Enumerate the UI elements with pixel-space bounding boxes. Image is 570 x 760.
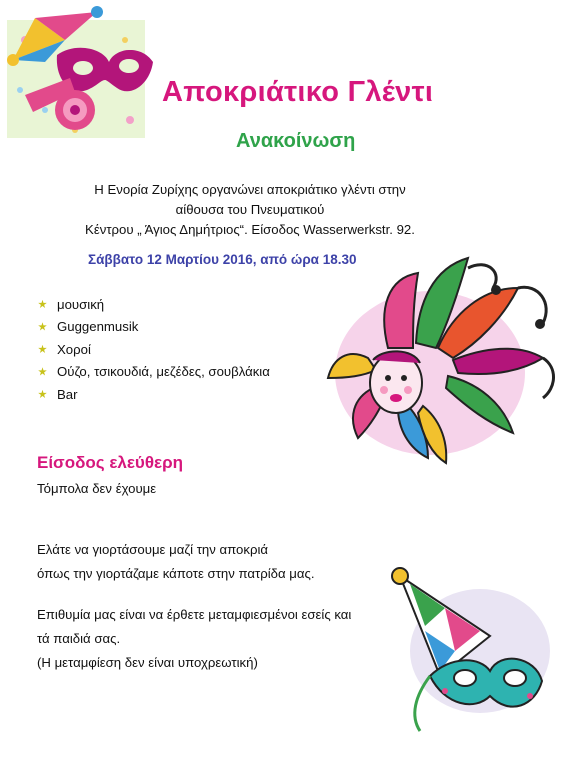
entry-note: Τόμπολα δεν έχουμε <box>37 481 157 496</box>
wish-line: τά παιδιά σας. <box>37 631 121 646</box>
jester-clipart <box>318 248 563 478</box>
bullet-icon <box>38 322 47 331</box>
wish-line: Επιθυμία μας είναι να έρθετε μεταμφιεσμένοι εσείς και <box>37 607 352 622</box>
carnival-mask-clipart <box>5 0 155 150</box>
list-item <box>38 361 270 384</box>
list-item <box>38 383 270 406</box>
entry-heading: Είσοδος ελεύθερη <box>37 453 183 472</box>
list-item <box>38 338 270 361</box>
bullet-icon <box>38 367 47 376</box>
page-title: Αποκριάτικο Γλέντι <box>162 76 434 108</box>
invite-line: Ελάτε να γιορτάσουμε μαζί την αποκριά <box>37 542 269 557</box>
bullet-icon <box>38 345 47 354</box>
page-subtitle: Ανακοίνωση <box>236 130 356 152</box>
event-date: Σάββατο 12 Μαρτίου 2016, από ώρα 18.30 <box>88 252 357 267</box>
list-item-label: μουσική <box>57 296 105 312</box>
bullet-icon <box>38 300 47 309</box>
list-item-label: Guggenmusik <box>57 319 139 335</box>
list-item-label: Bar <box>57 386 78 402</box>
bullet-icon <box>38 390 47 399</box>
list-item <box>38 316 270 339</box>
invite-line: όπως την γιορτάζαμε κάποτε στην πατρίδα μας. <box>37 566 315 581</box>
intro-line: Κέντρου „ Άγιος Δημήτριος“. Είσοδος Wasserwerkstr. 92. <box>85 222 415 237</box>
intro-paragraph <box>40 180 460 240</box>
list-item-label: Ούζο, τσικουδιά, μεζέδες, σουβλάκια <box>57 364 270 380</box>
intro-line: αίθουσα του Πνευματικού <box>175 202 325 217</box>
wish-line: (Η μεταμφίεση δεν είναι υποχρεωτική) <box>37 655 258 670</box>
list-item-label: Χοροί <box>57 341 91 357</box>
offerings-list <box>38 293 270 406</box>
party-hat-mask-clipart <box>370 556 560 736</box>
intro-line: Η Ενορία Ζυρίχης οργανώνει αποκριάτικο γλέντι στην <box>94 182 406 197</box>
list-item <box>38 293 270 316</box>
